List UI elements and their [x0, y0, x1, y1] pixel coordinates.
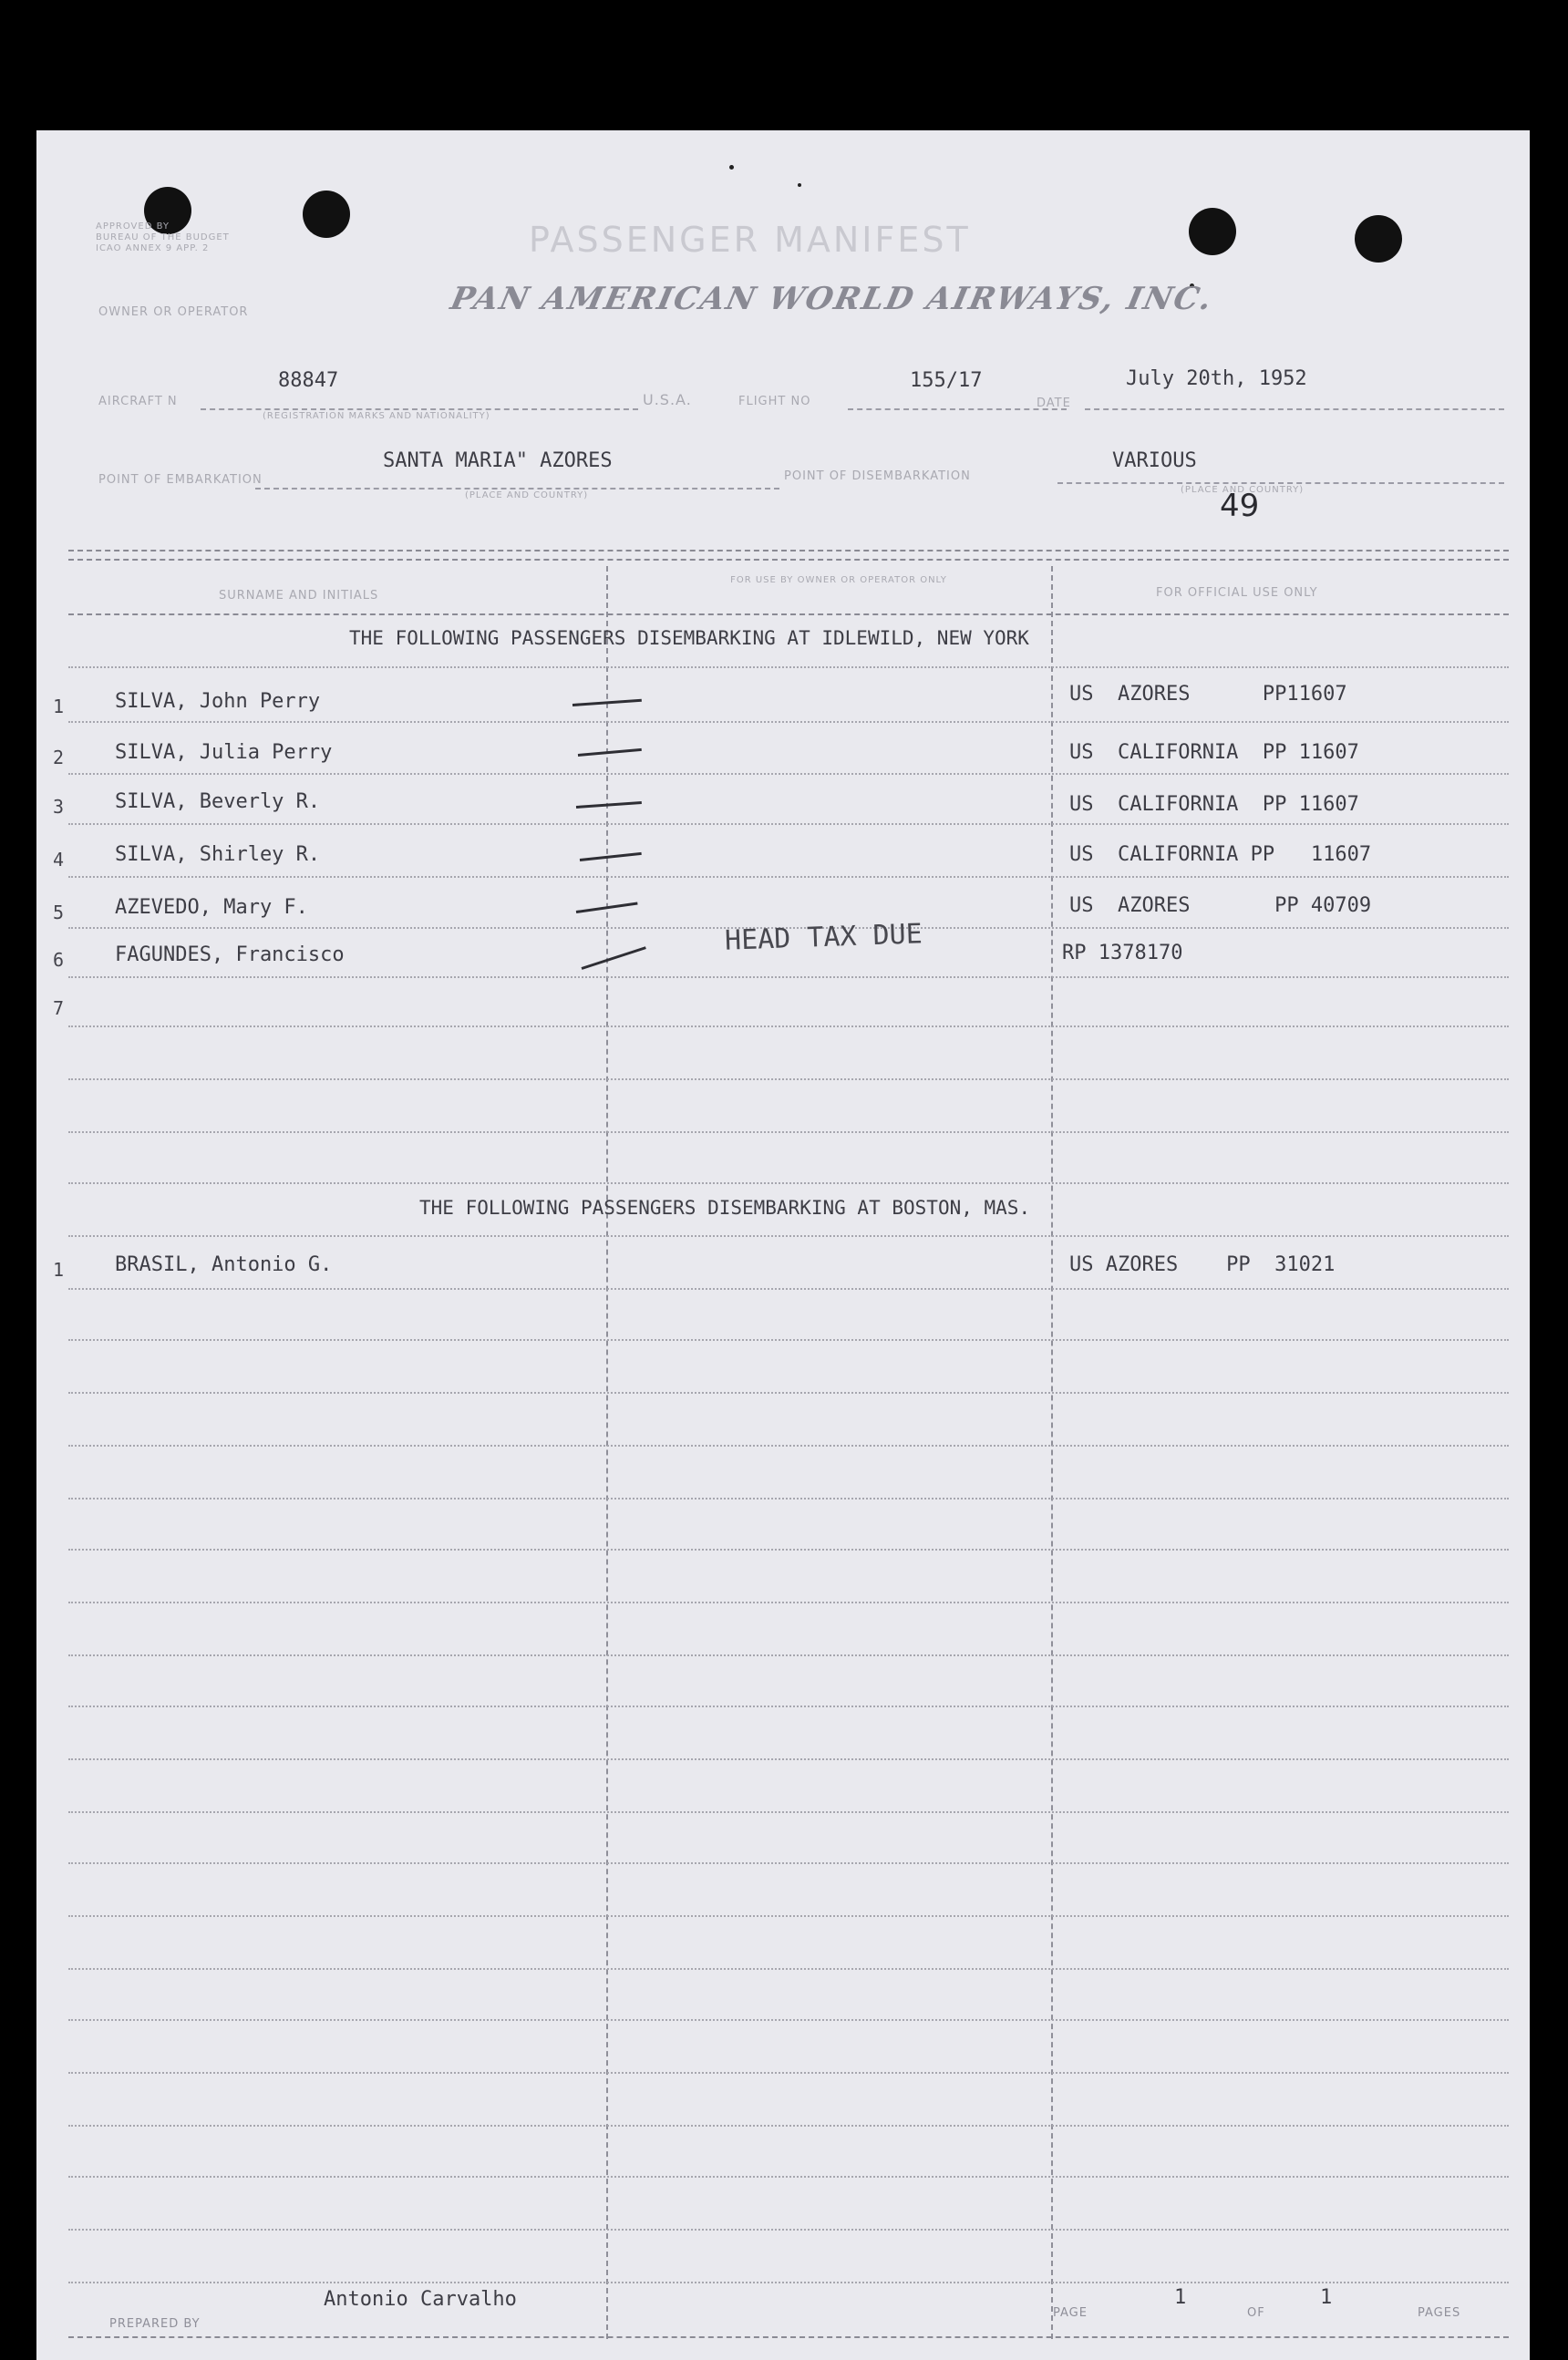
owner-label: OWNER OR OPERATOR [98, 305, 249, 319]
passenger-name: AZEVEDO, Mary F. [115, 896, 308, 919]
ruled-line [68, 823, 1509, 825]
disembarkation-sublabel: (PLACE AND COUNTRY) [1181, 485, 1305, 495]
aircraft-label: AIRCRAFT N [98, 395, 178, 408]
table-top-rule [68, 550, 1509, 551]
checkmark [580, 852, 642, 861]
ruled-line [68, 1862, 1509, 1864]
ruled-line [68, 1182, 1509, 1184]
ruled-line [68, 1392, 1509, 1394]
prepared-label: PREPARED BY [109, 2317, 201, 2331]
punch-hole-3 [1189, 208, 1236, 255]
ruled-line [68, 2282, 1509, 2283]
ruled-line [68, 1235, 1509, 1237]
table-top-rule-2 [68, 559, 1509, 561]
total-pages: 1 [1320, 2286, 1333, 2309]
date-value: July 20th, 1952 [1126, 367, 1307, 390]
of-label: OF [1247, 2306, 1265, 2320]
ruled-line [68, 1339, 1509, 1341]
ruled-line [68, 976, 1509, 978]
ruled-line [68, 2229, 1509, 2231]
disembarkation-label: POINT OF DISEMBARKATION [784, 469, 971, 483]
page-title: PASSENGER MANIFEST [529, 220, 971, 260]
approval-line-3: ICAO ANNEX 9 APP. 2 [96, 243, 210, 253]
checkmark [578, 748, 642, 757]
ruled-line [68, 1915, 1509, 1917]
official-entry: US CALIFORNIA PP 11607 [1069, 741, 1359, 764]
ruled-line [68, 1706, 1509, 1707]
official-entry: US AZORES PP 40709 [1069, 894, 1372, 917]
aircraft-underline [201, 408, 638, 410]
header-bottom-rule [68, 613, 1509, 615]
official-entry: RP 1378170 [1062, 942, 1183, 964]
ruled-line [68, 773, 1509, 775]
ruled-line [68, 876, 1509, 878]
nationality: U.S.A. [643, 391, 692, 408]
ruled-line [68, 1758, 1509, 1760]
row-number: 7 [53, 997, 65, 1019]
ruled-line [68, 2176, 1509, 2178]
flight-underline [848, 408, 1067, 410]
disembarkation-underline [1057, 482, 1504, 484]
passenger-name: SILVA, Julia Perry [115, 741, 333, 764]
passenger-name: FAGUNDES, Francisco [115, 943, 345, 966]
ruled-line [68, 1498, 1509, 1499]
approval-line-2: BUREAU OF THE BUDGET [96, 232, 230, 242]
ruled-line [68, 1549, 1509, 1551]
ruled-line [68, 721, 1509, 723]
head-tax-stamp: HEAD TAX DUE [724, 918, 923, 957]
checkmark [582, 946, 646, 970]
ruled-line [68, 1131, 1509, 1133]
row-number: 3 [53, 796, 65, 818]
ruled-line [68, 1811, 1509, 1813]
ruled-line [68, 2072, 1509, 2074]
column-owner-use: FOR USE BY OWNER OR OPERATOR ONLY [730, 575, 947, 585]
ruled-line [68, 1288, 1509, 1290]
embarkation-label: POINT OF EMBARKATION [98, 473, 263, 487]
official-entry: US CALIFORNIA PP 11607 [1069, 843, 1372, 866]
embarkation-underline [255, 488, 779, 490]
row-number: 6 [53, 949, 65, 971]
row-number: 1 [53, 696, 65, 717]
ruled-line [68, 1602, 1509, 1603]
handwritten-number: 49 [1220, 488, 1260, 524]
ruled-line [68, 1654, 1509, 1656]
section-heading-boston: THE FOLLOWING PASSENGERS DISEMBARKING AT BOSTON, MAS. [419, 1197, 1031, 1219]
date-label: DATE [1037, 397, 1071, 410]
section-heading-idlewild: THE FOLLOWING PASSENGERS DISEMBARKING AT IDLEWILD, NEW YORK [349, 627, 1029, 649]
punch-hole-2 [303, 191, 350, 238]
ruled-line [68, 2019, 1509, 2021]
pages-label: PAGES [1418, 2306, 1461, 2320]
checkmark [576, 801, 642, 809]
punch-hole-4 [1355, 215, 1402, 263]
prepared-by-name: Antonio Carvalho [324, 2288, 517, 2311]
ruled-line [68, 666, 1509, 668]
operator-name: PAN AMERICAN WORLD AIRWAYS, INC. [447, 281, 1217, 317]
disembarkation-value: VARIOUS [1112, 449, 1197, 472]
row-number: 2 [53, 747, 65, 768]
passenger-name: SILVA, Shirley R. [115, 843, 321, 866]
ruled-line [68, 1078, 1509, 1080]
approval-line-1: APPROVED BY [96, 222, 170, 232]
row-number: 4 [53, 849, 65, 871]
embarkation-value: SANTA MARIA" AZORES [383, 449, 613, 472]
ruled-line [68, 1968, 1509, 1970]
embarkation-sublabel: (PLACE AND COUNTRY) [465, 490, 589, 500]
flight-label: FLIGHT NO [738, 395, 811, 408]
row-number: 5 [53, 902, 65, 923]
official-entry: US AZORES PP11607 [1069, 683, 1347, 706]
speck [798, 183, 801, 187]
flight-value: 155/17 [910, 369, 983, 392]
table-bottom-rule [68, 2336, 1509, 2338]
column-surname: SURNAME AND INITIALS [219, 589, 379, 603]
page-label: PAGE [1053, 2306, 1088, 2320]
ruled-line [68, 1445, 1509, 1447]
official-entry: US CALIFORNIA PP 11607 [1069, 793, 1359, 816]
ruled-line [68, 1025, 1509, 1027]
column-official-use: FOR OFFICIAL USE ONLY [1156, 586, 1318, 600]
passenger-name: SILVA, John Perry [115, 690, 321, 713]
manifest-sheet [36, 130, 1530, 2360]
date-underline [1085, 408, 1504, 410]
passenger-name: SILVA, Beverly R. [115, 790, 321, 813]
ruled-line [68, 2125, 1509, 2127]
row-number: 1 [53, 1259, 65, 1281]
aircraft-value: 88847 [278, 369, 339, 392]
speck [729, 165, 734, 170]
official-entry: US AZORES PP 31021 [1069, 1253, 1336, 1276]
page-number: 1 [1174, 2286, 1187, 2309]
passenger-name: BRASIL, Antonio G. [115, 1253, 333, 1276]
aircraft-sublabel: (REGISTRATION MARKS AND NATIONALITY) [263, 411, 490, 421]
